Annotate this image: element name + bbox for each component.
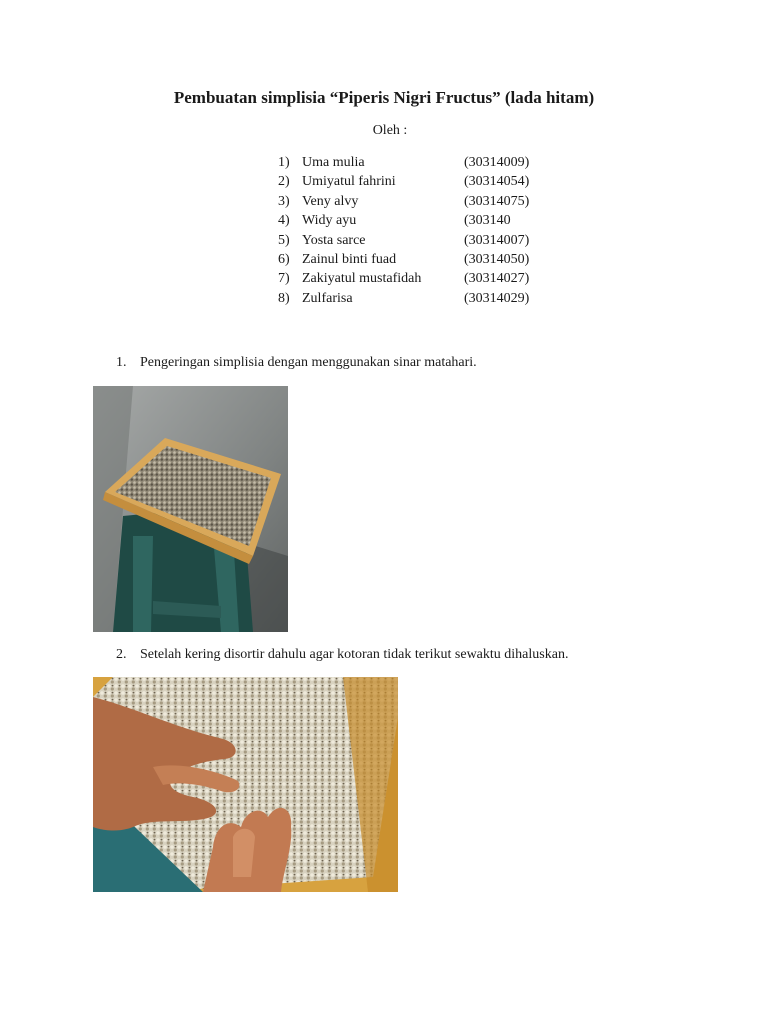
author-label: Oleh :	[372, 123, 408, 138]
member-number: 5)	[278, 232, 290, 248]
member-nim: (30314050)	[464, 251, 530, 267]
member-list	[278, 153, 578, 308]
member-item	[278, 250, 578, 269]
member-name: Zakiyatul mustafidah	[302, 271, 422, 287]
member-number: 2)	[278, 174, 290, 190]
member-name: Yosta sarce	[302, 232, 366, 248]
member-number: 4)	[278, 213, 290, 229]
member-nim: (30314075)	[464, 193, 530, 209]
step-text: Pengeringan simplisia dengan menggunakan sinar matahari.	[140, 355, 477, 370]
member-number: 6)	[278, 251, 290, 267]
member-item	[278, 231, 578, 250]
member-item	[278, 153, 578, 172]
member-nim: (303140	[464, 213, 511, 229]
member-number: 3)	[278, 193, 290, 209]
member-name: Umiyatul fahrini	[302, 174, 396, 190]
member-nim: (30314009)	[464, 155, 530, 170]
step-text: Setelah kering disortir dahulu agar kotoran tidak terikut sewaktu dihaluskan.	[140, 647, 569, 662]
member-number: 8)	[278, 290, 290, 306]
member-name: Zainul binti fuad	[302, 251, 397, 267]
member-item	[278, 172, 578, 191]
member-item	[278, 289, 578, 308]
member-item	[278, 192, 578, 211]
member-nim: (30314029)	[464, 290, 530, 306]
member-number: 1)	[278, 155, 290, 170]
document-title: Pembuatan simplisia “Piperis Nigri Fructus” (lada hitam)	[173, 88, 595, 107]
step-number: 1.	[116, 355, 127, 370]
member-item	[278, 211, 578, 230]
drying-photo	[93, 386, 288, 632]
member-number: 7)	[278, 271, 290, 287]
member-name: Veny alvy	[302, 193, 359, 209]
sorting-photo	[93, 677, 398, 892]
step-number: 2.	[116, 647, 127, 662]
member-name: Widy ayu	[302, 213, 357, 229]
member-nim: (30314007)	[464, 232, 530, 248]
member-nim: (30314054)	[464, 174, 530, 190]
member-item	[278, 269, 578, 288]
member-nim: (30314027)	[464, 271, 530, 287]
member-name: Zulfarisa	[302, 290, 353, 306]
member-name: Uma mulia	[302, 155, 365, 170]
